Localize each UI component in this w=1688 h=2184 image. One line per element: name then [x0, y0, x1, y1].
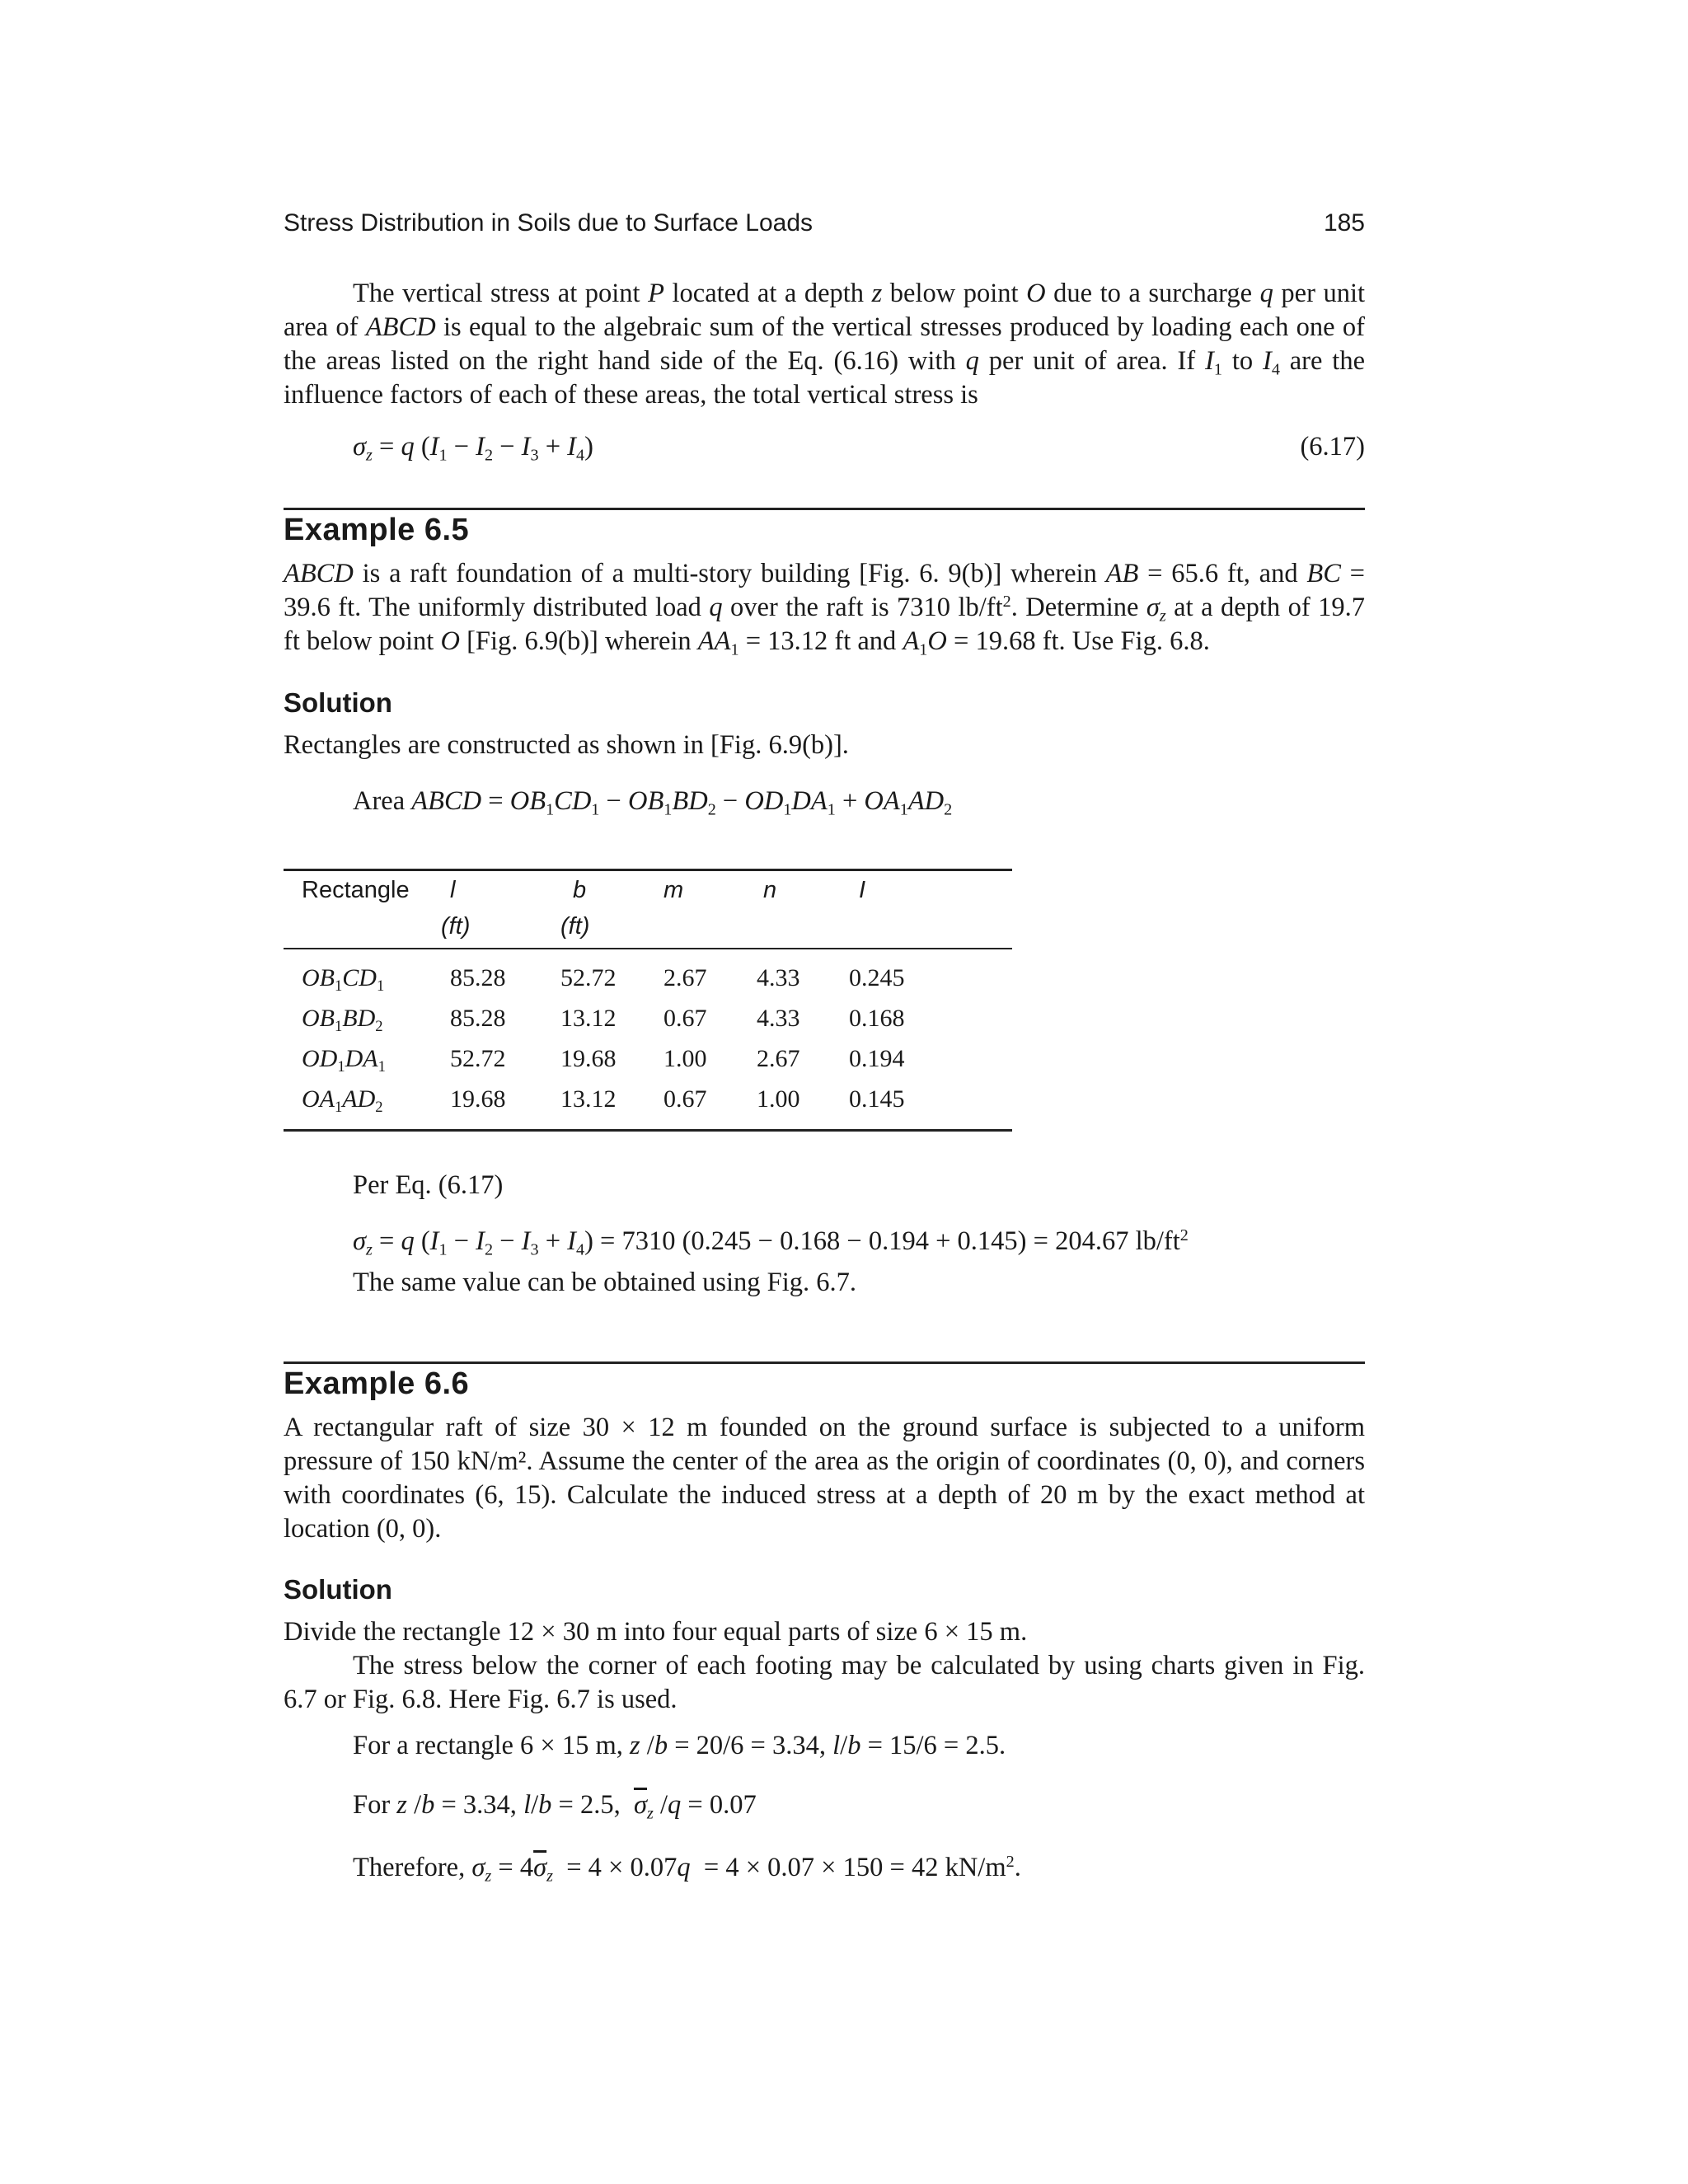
table-cell: 0.67 [663, 1005, 707, 1032]
table-bottom-rule [284, 1129, 1012, 1132]
col-header-rectangle: Rectangle [302, 877, 410, 903]
table-cell: 0.245 [849, 964, 905, 991]
rectangles-text: Rectangles are constructed as shown in [Fig. 6.9(b)]. [284, 730, 849, 760]
table-cell: 52.72 [560, 964, 617, 991]
equation-number: (6.17) [1300, 432, 1365, 462]
section-rule [284, 508, 1365, 510]
table-cell: 0.145 [849, 1085, 905, 1113]
example-6-5-problem: ABCD is a raft foundation of a multi-story building [Fig. 6. 9(b)] wherein AB = 65.6 ft, and BC = 39.6 ft. The uniformly distributed load q over the raft is 7310 $lb/ft^2$. Determine $\sigma_z$ at a depth of 19.7 ft below point O [Fig. 6.9(b)] wherein $AA_1 = 13.12$ ft and $A_1O = 19.68$ ft. Use Fig. 6.8. [284, 559, 1365, 659]
table-cell: 4.33 [757, 964, 800, 991]
table-cell: 19.68 [450, 1085, 506, 1113]
intro-paragraph: The vertical stress at point P located at a depth z below point O due to a surcharge q per unit area of ABCD is equal to the algebraic sum of the vertical stresses produced by loading each one of the areas listed on the right hand side of the Eq. (6.16) with q per unit of area. If $I_1$ to $I_4$ are the influence factors of each of these areas, the total vertical stress is [284, 279, 1366, 410]
table-cell: 0.194 [849, 1045, 905, 1072]
example-6-5-solution-title: Solution [284, 687, 392, 718]
stress-below-text: The stress below the corner of each footing may be calculated by using charts given in Fig. 6.7 or Fig. 6.8. Here Fig. 6.7 is used. [284, 1651, 1365, 1714]
table-cell: 2.67 [663, 964, 707, 991]
col-unit-l: (ft) [441, 913, 471, 940]
table-cell: 4.33 [757, 1005, 800, 1032]
table-cell: 1.00 [757, 1085, 800, 1113]
divide-text: Divide the rectangle 12 × 30 m into four equal parts of size 6 × 15 m. [284, 1617, 1028, 1647]
example-6-5-title: Example 6.5 [284, 513, 470, 547]
col-header-m: m [663, 877, 684, 903]
col-header-b: b [573, 877, 587, 903]
table-cell: 1.00 [663, 1045, 707, 1072]
example-6-6-solution-title: Solution [284, 1574, 392, 1605]
table-row-label: $OA_1AD_2$ [302, 1085, 383, 1116]
table-cell: 13.12 [560, 1085, 617, 1113]
table-row-label: $OD_1DA_1$ [302, 1045, 386, 1076]
table-top-rule [284, 869, 1012, 871]
table-cell: 0.168 [849, 1005, 905, 1032]
table-cell: 85.28 [450, 1005, 506, 1032]
table-cell: 19.68 [560, 1045, 617, 1072]
table-header-rule [284, 948, 1012, 949]
table-cell: 13.12 [560, 1005, 617, 1032]
table-row-label: $OB_1CD_1$ [302, 964, 385, 995]
table-row-label: $OB_1BD_2$ [302, 1005, 383, 1035]
col-unit-b: (ft) [560, 913, 590, 940]
table-cell: 0.67 [663, 1085, 707, 1113]
example-6-6-problem: A rectangular raft of size 30 × 12 m founded on the ground surface is subjected to a uniform pressure of 150 kN/m². Assume the center of the area as the origin of coordinates (0, 0), and corners with coordinates (6, 15). Calculate the induced stress at a depth of 20 m by the exact method at location (0, 0). [284, 1413, 1365, 1544]
col-header-n: n [763, 877, 777, 903]
page-number: 185 [1323, 209, 1365, 237]
table-cell: 52.72 [450, 1045, 506, 1072]
example-6-6-title: Example 6.6 [284, 1366, 470, 1401]
table-cell: 85.28 [450, 964, 506, 991]
section-rule [284, 1361, 1365, 1364]
table-cell: 2.67 [757, 1045, 800, 1072]
running-header [284, 209, 1365, 237]
header-title: Stress Distribution in Soils due to Surface Loads [284, 209, 813, 237]
col-header-I: I [859, 877, 866, 903]
col-header-l: l [450, 877, 456, 903]
